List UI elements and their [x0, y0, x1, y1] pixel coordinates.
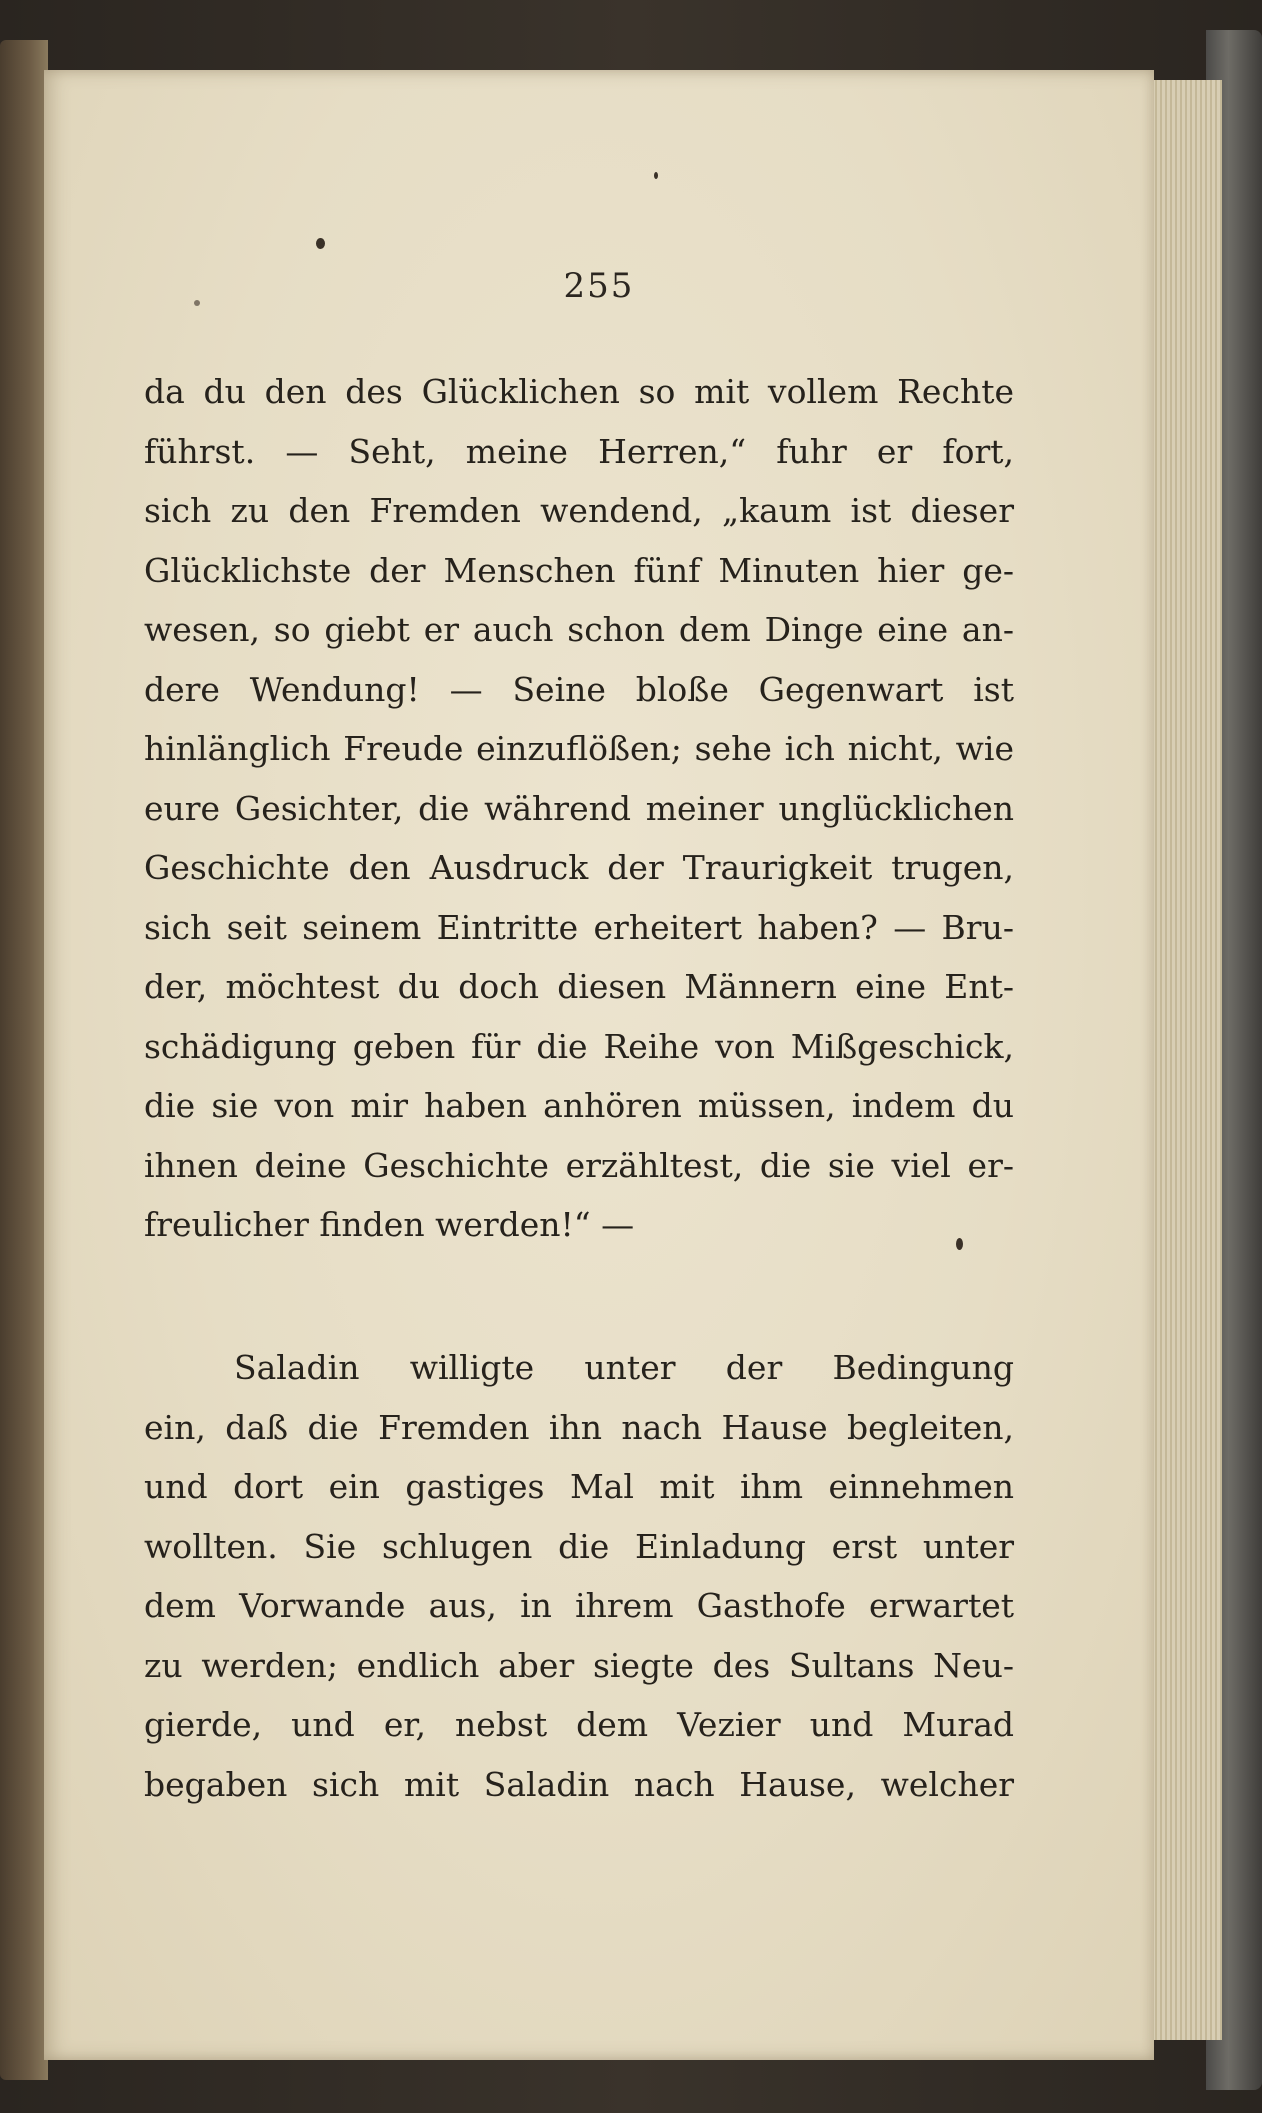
text-line: Saladin willigte unter der Bedingung	[234, 1348, 1014, 1387]
paragraph-2	[144, 1338, 1014, 1814]
text-line: begaben sich mit Saladin nach Hause, welcher	[144, 1764, 1014, 1804]
text-line: und dort ein gastiges Mal mit ihm einnehmen	[144, 1467, 1014, 1506]
text-line: schädigung geben für die Reihe von Mißgeschick,	[144, 1026, 1014, 1066]
text-line: Geschichte den Ausdruck der Traurigkeit trugen,	[144, 848, 1014, 887]
text-line: wesen, so giebt er auch schon dem Dinge eine an-	[144, 610, 1014, 649]
text-line: führst. — Seht, meine Herren,“ fuhr er fort,	[144, 431, 1014, 471]
text-line: dem Vorwande aus, in ihrem Gasthofe erwartet	[144, 1586, 1014, 1625]
page-number: 255	[563, 266, 635, 306]
text-line: zu werden; endlich aber siegte des Sultans Neu-	[144, 1645, 1014, 1685]
text-line: Glücklichste der Menschen fünf Minuten hier ge-	[144, 550, 1014, 590]
text-line: sich seit seinem Eintritte erheitert haben? — Bru-	[144, 907, 1014, 947]
text-line: wollten. Sie schlugen die Einladung erst unter	[144, 1526, 1014, 1566]
text-line: die sie von mir haben anhören müssen, indem du	[144, 1086, 1014, 1125]
text-line: da du den des Glücklichen so mit vollem Rechte	[144, 372, 1014, 411]
paragraph-1	[144, 362, 1014, 1255]
text-line: hinlänglich Freude einzuflößen; sehe ich nicht, wie	[144, 729, 1014, 768]
ink-speck	[654, 172, 658, 179]
text-line: freulicher finden werden!“ —	[144, 1205, 635, 1244]
ink-speck	[316, 238, 325, 249]
text-line: gierde, und er, nebst dem Vezier und Murad	[144, 1705, 1014, 1744]
text-line: ein, daß die Fremden ihn nach Hause begleiten,	[144, 1407, 1014, 1447]
text-line: dere Wendung! — Seine bloße Gegenwart ist	[144, 669, 1014, 709]
text-line: eure Gesichter, die während meiner unglücklichen	[144, 788, 1014, 828]
text-line: der, möchtest du doch diesen Männern eine Ent-	[144, 967, 1014, 1006]
book-page	[44, 70, 1154, 2060]
page-stack-edges	[1152, 80, 1222, 2040]
text-line: ihnen deine Geschichte erzähltest, die sie viel er-	[144, 1145, 1014, 1185]
text-line: sich zu den Fremden wendend, „kaum ist dieser	[144, 491, 1014, 530]
book-cover-left-edge	[0, 40, 48, 2080]
